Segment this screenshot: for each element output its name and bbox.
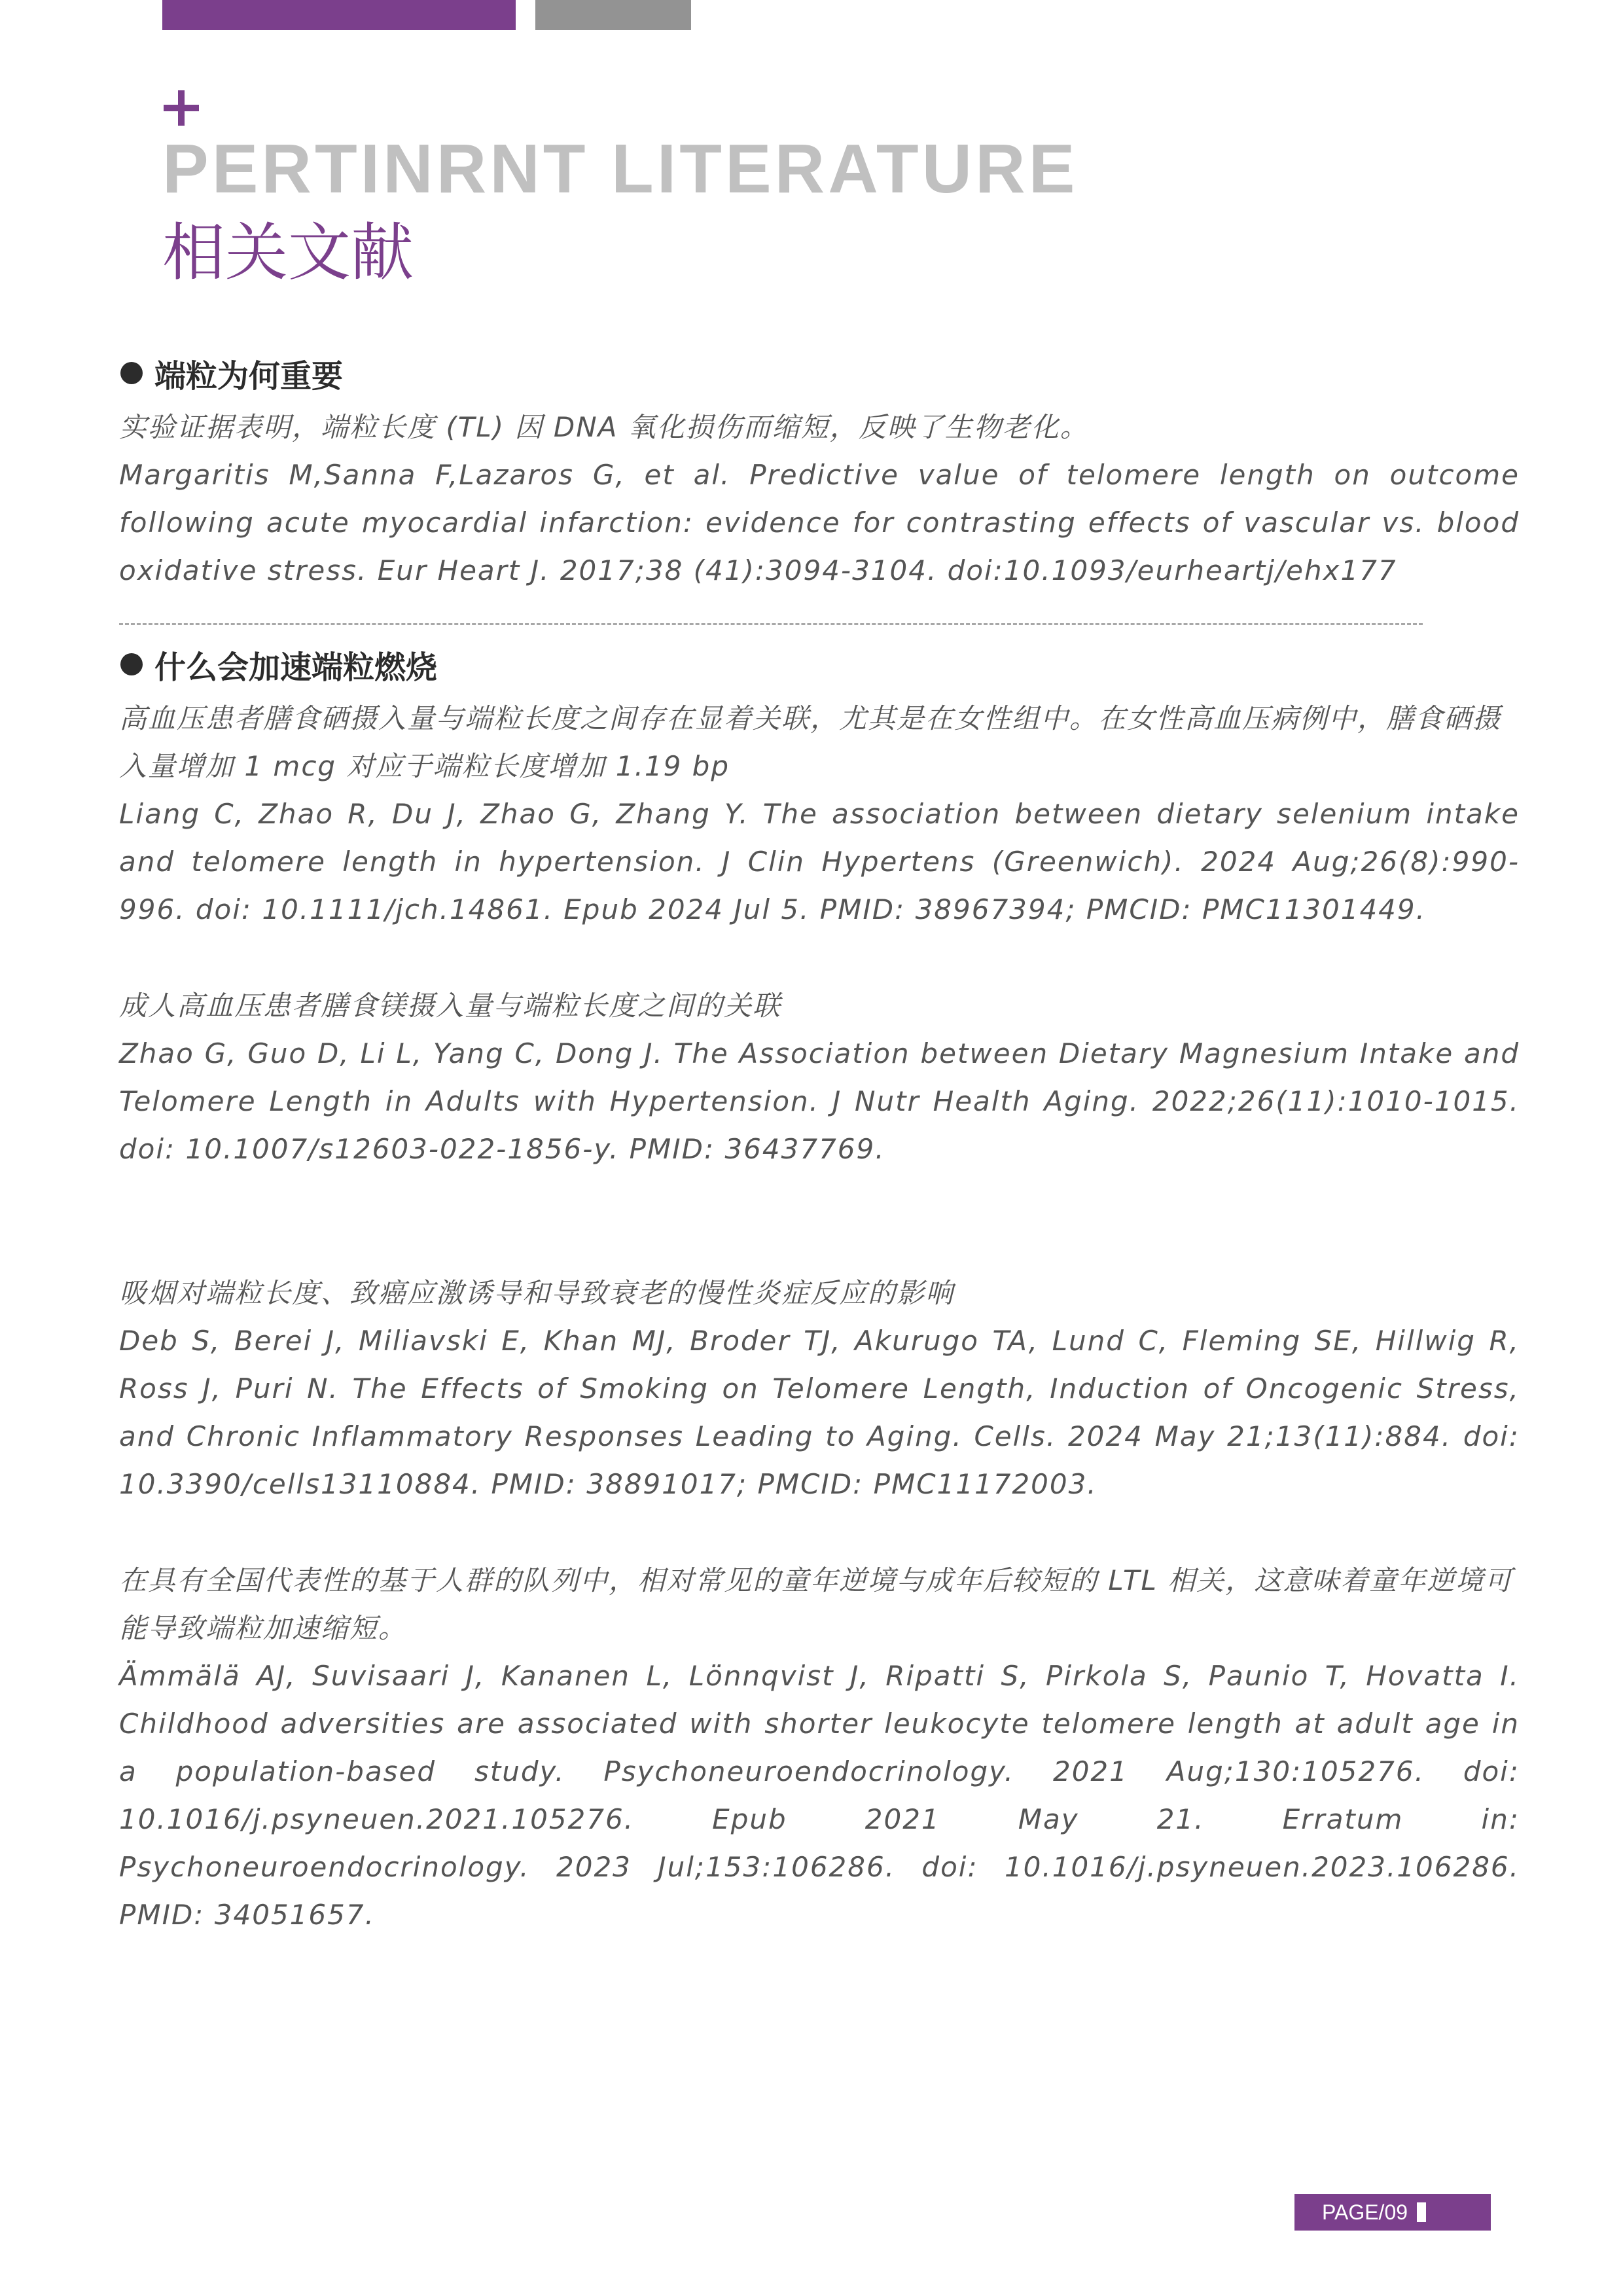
section-heading-text: 什么会加速端粒燃烧 — [154, 649, 438, 686]
section-heading — [119, 638, 1520, 691]
entry-summary: 吸烟对端粒长度、致癌应激诱导和导致衰老的慢性炎症反应的影响 — [119, 1277, 955, 1309]
page-number-label: PAGE/09 — [1322, 2200, 1408, 2224]
page-title-cn: 相关文献 — [162, 216, 414, 289]
bullet-icon — [120, 653, 143, 675]
entry-citation: Margaritis M,Sanna F,Lazaros G, et al. Predictive value of telomere length on outcome following acute myocardial infarction: evidence for contrasting effects of vascular vs. blood oxidative stress. Eur Heart J. 2017;38 (41):3094-3104. doi:10.1093/eurheartj/ehx177 — [119, 459, 1530, 586]
page-marker-icon — [1417, 2202, 1426, 2222]
top-accent-bar-gray — [535, 0, 691, 30]
entry-citation: Zhao G, Guo D, Li L, Yang C, Dong J. The Association between Dietary Magnesium Intake and Telomere Length in Adults with Hypertension. J Nutr Health Aging. 2022;26(11):1010-1015. doi: 10.1007/s12603-022-1856-y. PMID: 36437769. — [119, 1037, 1530, 1165]
page-number-badge — [1294, 2194, 1491, 2231]
entry-summary: 实验证据表明，端粒长度 (TL) 因 DNA 氧化损伤而缩短，反映了生物老化。 — [119, 411, 1089, 443]
entry-citation: Ämmälä AJ, Suvisaari J, Kananen L, Lönnqvist J, Ripatti S, Pirkola S, Paunio T, Hovatta I. Childhood adversities are associated with shorter leukocyte telomere length at adult age in a population-based study. Psychoneuroendocrinology. 2021 Aug;130:105276. doi: 10.1016/j.psyneuen.2021.105276. Epub 2021 May 21. Erratum in: Psychoneuroendocrinology. 2023 Jul;153:106286. doi: 10.1016/j.psyneuen.2023.106286. PMID: 34051657. — [119, 1660, 1530, 1931]
entry-summary: 成人高血压患者膳食镁摄入量与端粒长度之间的关联 — [119, 990, 782, 1022]
entry-citation: Deb S, Berei J, Miliavski E, Khan MJ, Broder TJ, Akurugo TA, Lund C, Fleming SE, Hillwig R, Ross J, Puri N. The Effects of Smoking on Telomere Length, Induction of Oncogenic Stress, and Chronic Inflammatory Responses Leading to Aging. Cells. 2024 May 21;13(11):884. doi: 10.3390/cells13110884. PMID: 38891017; PMCID: PMC11172003. — [119, 1325, 1530, 1500]
entry-summary: 在具有全国代表性的基于人群的队列中，相对常见的童年逆境与成年后较短的 LTL 相关，这意味着童年逆境可能导致端粒加速缩短。 — [119, 1564, 1514, 1644]
bullet-icon — [120, 362, 143, 384]
section-divider — [119, 623, 1423, 625]
literature-content — [119, 340, 1530, 1939]
top-accent-bar-purple — [162, 0, 516, 30]
section-heading-text: 端粒为何重要 — [154, 357, 344, 395]
entry-citation: Liang C, Zhao R, Du J, Zhao G, Zhang Y. The association between dietary selenium intake and telomere length in hypertension. J Clin Hypertens (Greenwich). 2024 Aug;26(8):990-996. doi: 10.1111/jch.14861. Epub 2024 Jul 5. PMID: 38967394; PMCID: PMC11301449. — [119, 798, 1530, 925]
section-heading — [119, 347, 1520, 399]
plus-icon — [164, 90, 199, 126]
page-title-en: PERTINRNT LITERATURE — [162, 130, 1079, 207]
entry-summary: 高血压患者膳食硒摄入量与端粒长度之间存在显着关联，尤其是在女性组中。在女性高血压病例中，膳食硒摄入量增加 1 mcg 对应于端粒长度增加 1.19 bp — [119, 702, 1502, 782]
